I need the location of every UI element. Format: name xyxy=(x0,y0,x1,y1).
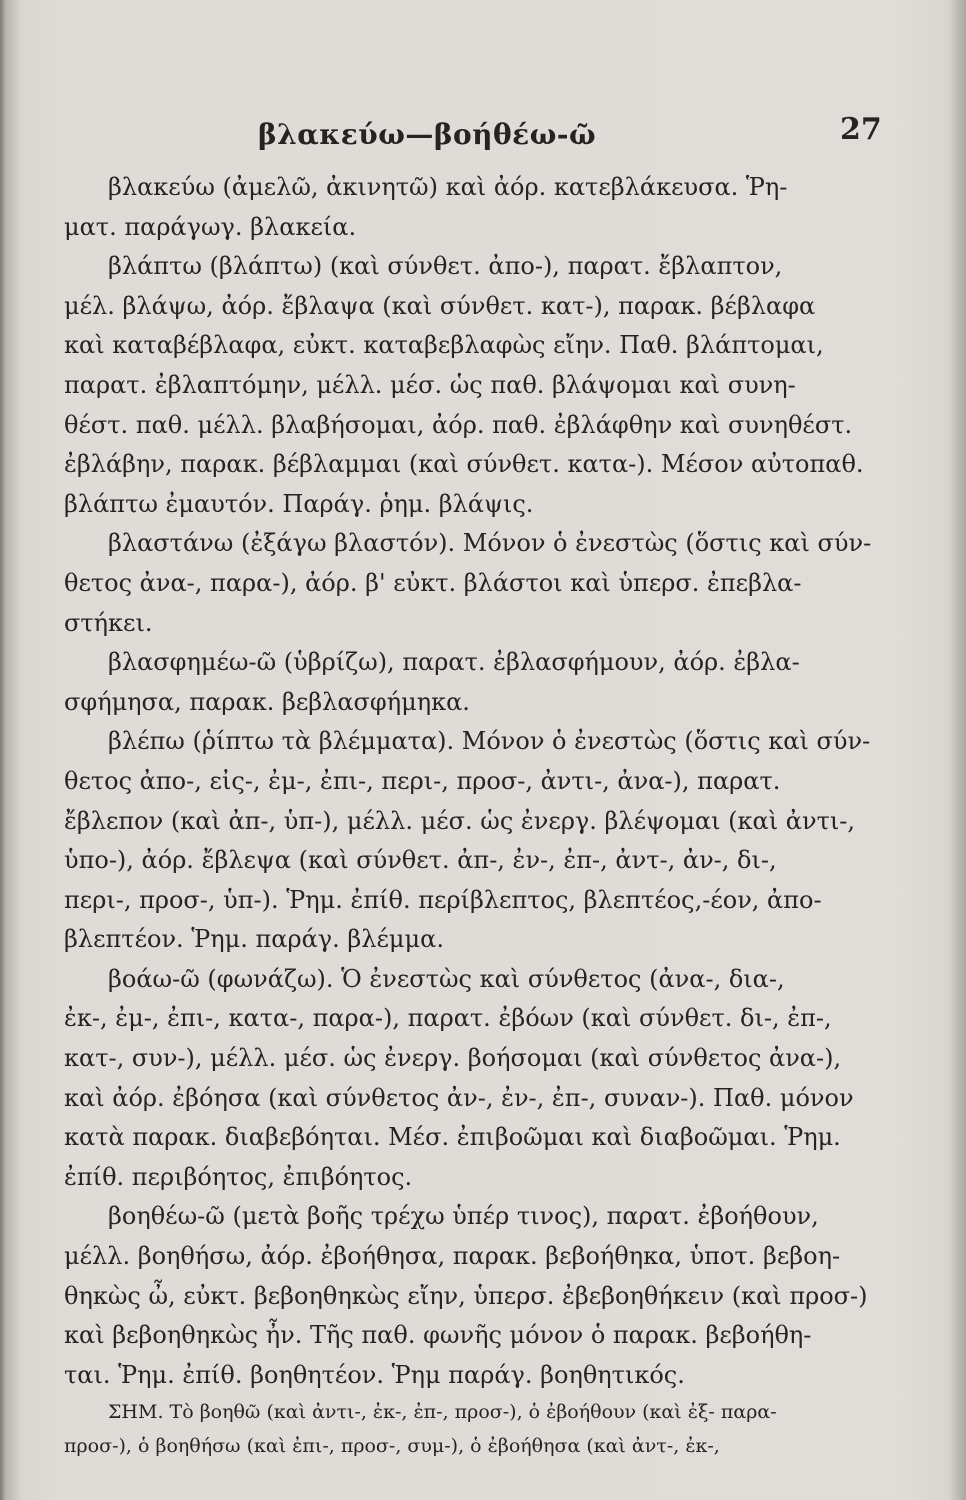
text-line: θέστ. παθ. μέλλ. βλαβήσομαι, ἀόρ. παθ. ἐβλάφθην καὶ συνηθέστ. xyxy=(64,410,853,439)
text-line: σφήμησα, παρακ. βεβλασφήμηκα. xyxy=(64,687,470,716)
text-line: ἔβλεπον (καὶ ἀπ-, ὑπ-), μέλλ. μέσ. ὡς ἐνεργ. βλέψομαι (καὶ ἀντι-, xyxy=(64,806,855,835)
text-line: θηκὼς ὦ, εὐκτ. βεβοηθηκὼς εἴην, ὑπερσ. ἐβεβοηθήκειν (καὶ προσ-) xyxy=(64,1281,868,1310)
note-line: προσ-), ὁ βοηθήσω (καὶ ἐπι-, προσ-, συμ-), ὁ ἐβοήθησα (καὶ ἀντ-, ἐκ-, xyxy=(64,1435,720,1458)
text-line: βλασφημέω-ῶ (ὑβρίζω), παρατ. ἐβλασφήμουν, ἀόρ. ἐβλα- xyxy=(108,648,800,677)
text-line: ἐπίθ. περιβόητος, ἐπιβόητος. xyxy=(64,1162,413,1191)
page-header xyxy=(0,112,966,158)
text-line: κατὰ παρακ. διαβεβόηται. Μέσ. ἐπιβοῶμαι καὶ διαβοῶμαι. Ῥημ. xyxy=(64,1123,841,1152)
running-head: βλακεύω—βοήθέω-ῶ xyxy=(258,118,597,151)
text-line: βλαστάνω (ἐξάγω βλαστόν). Μόνον ὁ ἐνεστὼς (ὅστις καὶ σύν- xyxy=(108,529,872,558)
text-line: βλεπτέον. Ῥημ. παράγ. βλέμμα. xyxy=(64,925,444,954)
text-line: μέλλ. βοηθήσω, ἀόρ. ἐβοήθησα, παρακ. βεβοήθηκα, ὑποτ. βεβοη- xyxy=(64,1242,841,1271)
text-line: περι-, προσ-, ὑπ-). Ῥημ. ἐπίθ. περίβλεπτος, βλεπτέος,-έον, ἀπο- xyxy=(64,885,822,914)
text-line: βοηθέω-ῶ (μετὰ βοῆς τρέχω ὑπέρ τινος), παρατ. ἐβοήθουν, xyxy=(108,1202,819,1231)
text-line: βλάπτω ἐμαυτόν. Παράγ. ῥημ. βλάψις. xyxy=(64,489,534,518)
text-line: καὶ ἀόρ. ἐβόησα (καὶ σύνθετος ἀν-, ἐν-, ἐπ-, συναν-). Παθ. μόνον xyxy=(64,1083,854,1112)
page-number: 27 xyxy=(840,112,882,147)
text-line: βλακεύω (ἀμελῶ, ἀκινητῶ) καὶ ἀόρ. κατεβλάκευσα. Ῥη- xyxy=(108,173,788,201)
text-line: ὑπο-), ἀόρ. ἔβλεψα (καὶ σύνθετ. ἀπ-, ἐν-, ἐπ-, ἀντ-, ἀν-, δι-, xyxy=(64,846,777,875)
text-line: βλέπω (ῥίπτω τὰ βλέμματα). Μόνον ὁ ἐνεστὼς (ὅστις καὶ σύν- xyxy=(108,727,871,756)
text-line: ματ. παράγωγ. βλακεία. xyxy=(64,212,357,241)
text-line: βοάω-ῶ (φωνάζω). Ὁ ἐνεστὼς καὶ σύνθετος (ἀνα-, δια-, xyxy=(108,964,785,993)
text-line: ἐκ-, ἐμ-, ἐπι-, κατα-, παρα-), παρατ. ἐβόων (καὶ σύνθετ. δι-, ἐπ-, xyxy=(64,1004,832,1033)
text-line: στήκει. xyxy=(64,608,153,637)
text-line: θετος ἀνα-, παρα-), ἀόρ. β' εὐκτ. βλάστοι καὶ ὑπερσ. ἐπεβλα- xyxy=(64,568,802,597)
text-line: βλάπτω (βλάπτω) (καὶ σύνθετ. ἀπο-), παρατ. ἔβλαπτον, xyxy=(108,252,783,281)
text-line: ται. Ῥημ. ἐπίθ. βοηθητέον. Ῥημ παράγ. βοηθητικός. xyxy=(64,1360,685,1389)
text-line: ἐβλάβην, παρακ. βέβλαμμαι (καὶ σύνθετ. κατα-). Μέσον αὐτοπαθ. xyxy=(64,450,864,479)
note-line: ΣΗΜ. Τὸ βοηθῶ (καὶ ἀντι-, ἐκ-, ἐπ-, προσ-), ὁ ἐβοήθουν (καὶ ἐξ- παρα- xyxy=(108,1401,777,1424)
text-line: θετος ἀπο-, εἰς-, ἐμ-, ἐπι-, περι-, προσ-, ἀντι-, ἀνα-), παρατ. xyxy=(64,766,781,795)
text-line: μέλ. βλάψω, ἀόρ. ἔβλαψα (καὶ σύνθετ. κατ-), παρακ. βέβλαφα xyxy=(64,291,816,320)
text-line: κατ-, συν-), μέλλ. μέσ. ὡς ἐνεργ. βοήσομαι (καὶ σύνθετος ἀνα-), xyxy=(64,1044,842,1073)
text-line: καὶ καταβέβλαφα, εὐκτ. καταβεβλαφὼς εἴην. Παθ. βλάπτομαι, xyxy=(64,331,824,360)
text-line: καὶ βεβοηθηκὼς ἦν. Τῆς παθ. φωνῆς μόνον ὁ παρακ. βεβοήθη- xyxy=(64,1321,812,1350)
dictionary-text xyxy=(64,168,872,1463)
text-line: παρατ. ἐβλαπτόμην, μέλλ. μέσ. ὡς παθ. βλάψομαι καὶ συνη- xyxy=(64,370,796,399)
